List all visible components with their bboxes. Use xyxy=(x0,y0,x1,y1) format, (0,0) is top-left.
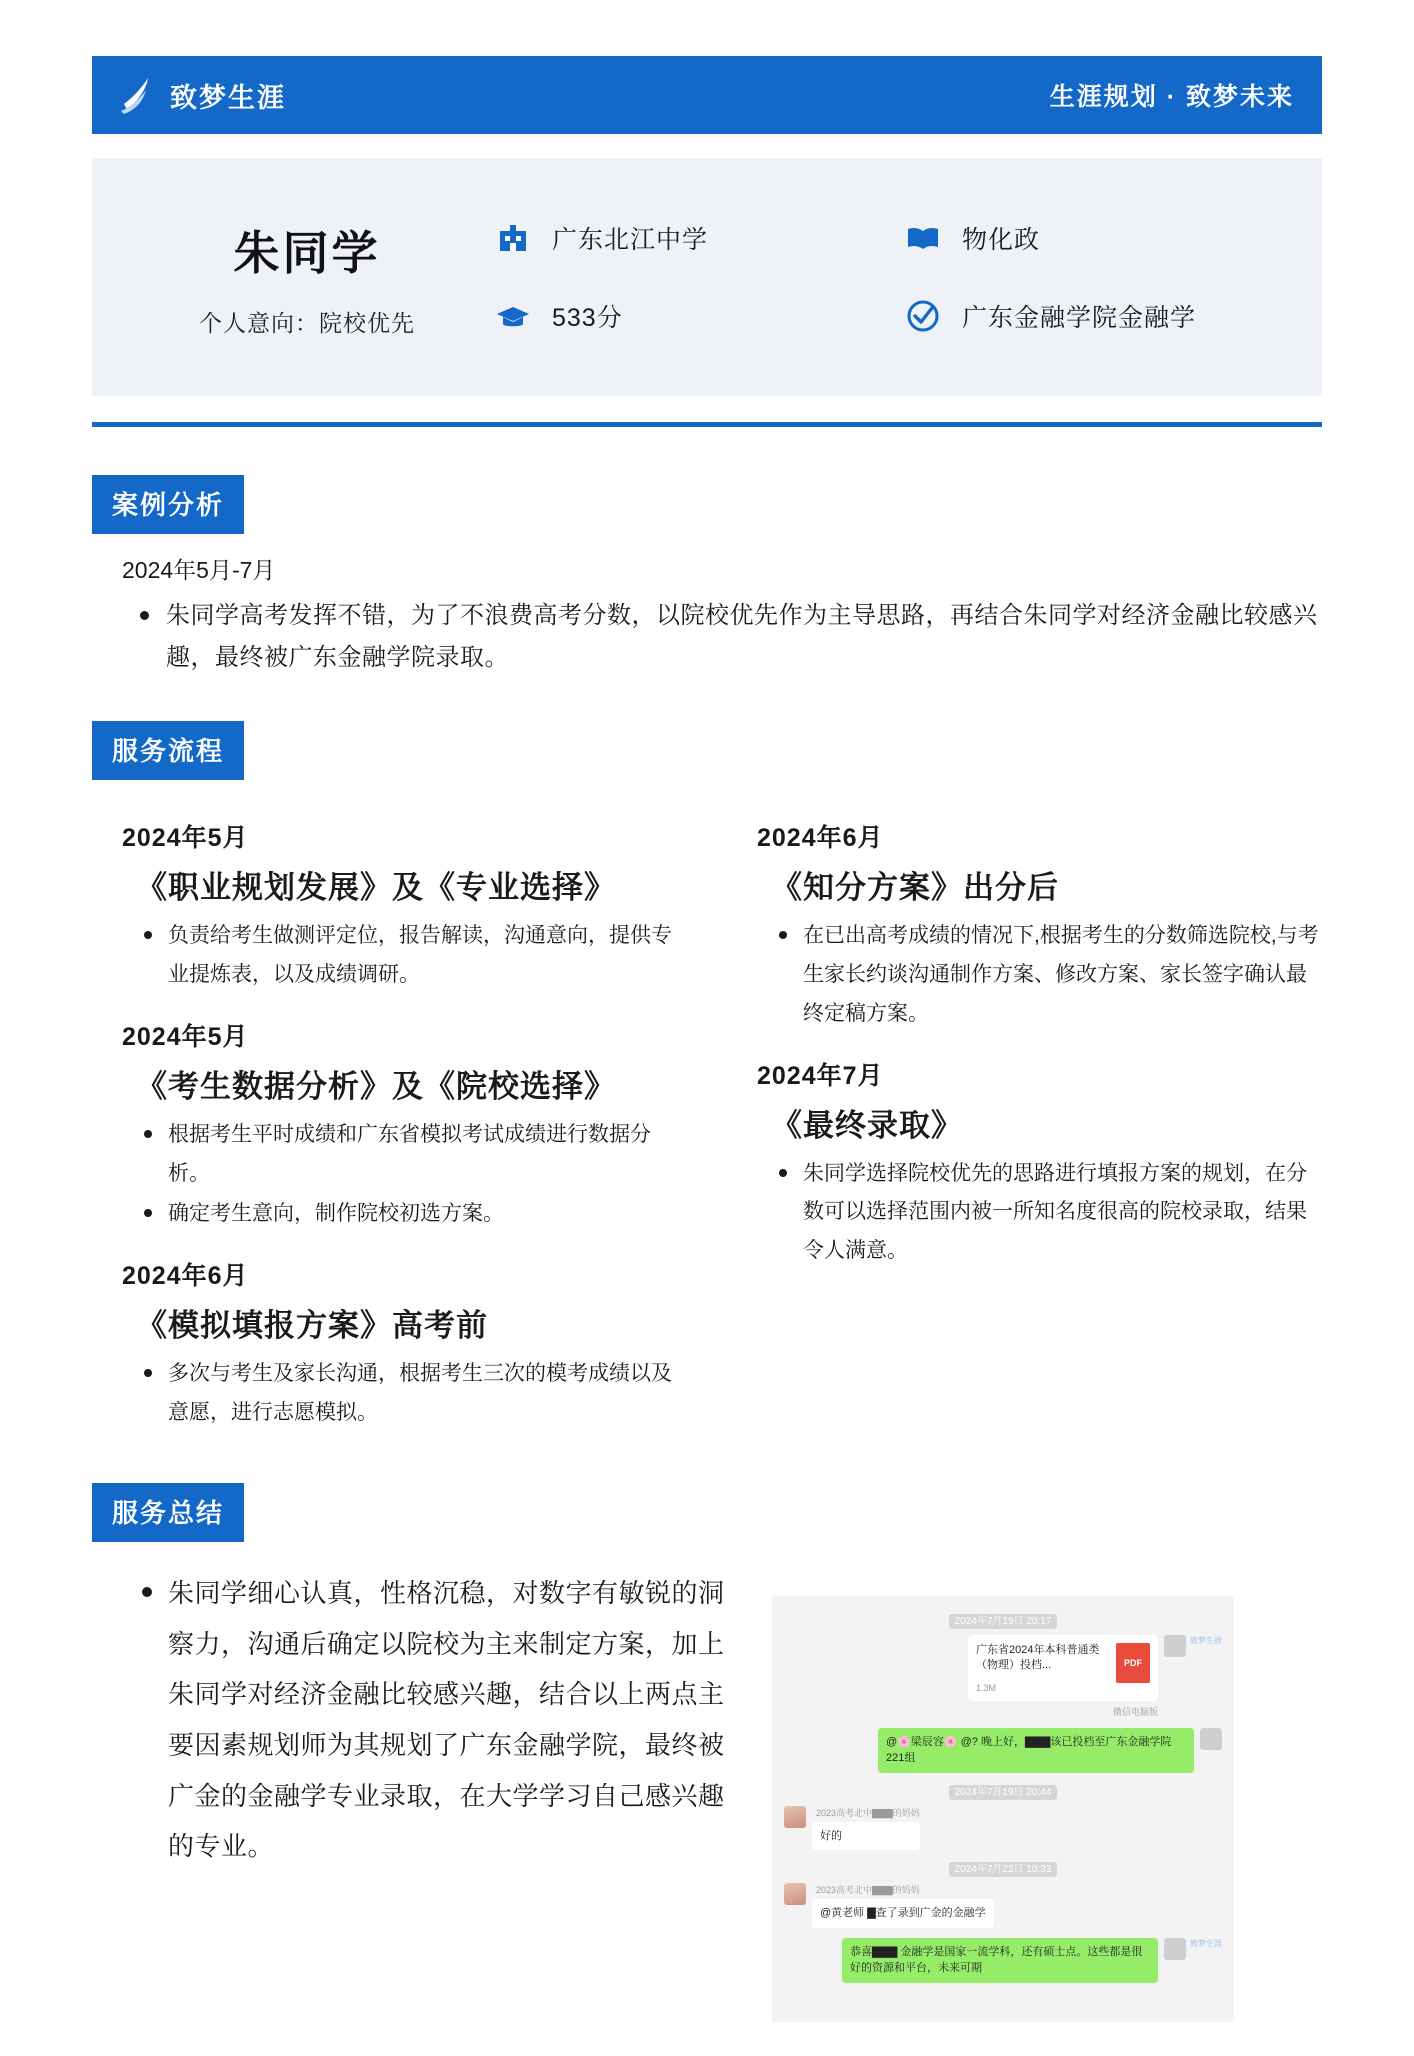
open-book-icon xyxy=(902,217,944,259)
chat-bubble[interactable]: @🌸梁辰容🌸 @? 晚上好，▇▇▇该已投档至广东金融学院221组 xyxy=(878,1728,1194,1773)
case-bullet-list xyxy=(92,595,1322,679)
graduation-cap-icon xyxy=(492,295,534,337)
chat-timestamp-label: 2024年7月22日 10:33 xyxy=(949,1862,1058,1877)
profile-column-1 xyxy=(492,217,882,337)
list-item: 确定考生意向，制作院校初选方案。 xyxy=(168,1195,687,1234)
avatar xyxy=(1164,1635,1186,1657)
chat-timestamp xyxy=(784,1783,1222,1798)
profile-result-row xyxy=(902,295,1292,337)
divider xyxy=(92,422,1322,427)
chat-sender: 2023高考北中▇▇▇的妈妈 xyxy=(816,1807,920,1818)
student-intent: 个人意向：院校优先 xyxy=(199,309,415,336)
flow-title: 《模拟填报方案》高考前 xyxy=(136,1308,488,1344)
chat-message xyxy=(784,1806,1222,1851)
file-name: 广东省2024年本科普通类（物理）投档... xyxy=(976,1644,1100,1671)
list-item: 朱同学选择院校优先的思路进行填报方案的规划，在分数可以选择范围内被一所知名度很高的院校录取，结果令人满意。 xyxy=(803,1155,1322,1272)
flow-month: 2024年5月 xyxy=(122,824,249,852)
section-service-flow xyxy=(92,721,1322,1435)
chat-sender: 2023高考北中▇▇▇的妈妈 xyxy=(816,1885,920,1896)
page-root xyxy=(0,56,1414,2056)
case-date: 2024年5月-7月 xyxy=(122,557,276,583)
flow-columns xyxy=(92,796,1322,1435)
case-analysis-tag: 案例分析 xyxy=(92,475,244,534)
header-bar xyxy=(92,56,1322,134)
file-size: 1.3M xyxy=(976,1682,997,1693)
flow-column-right xyxy=(727,796,1322,1435)
chat-message-column xyxy=(968,1635,1158,1718)
brand xyxy=(118,74,286,116)
chat-message-column xyxy=(842,1938,1158,1983)
flow-bullet-list xyxy=(92,1116,687,1235)
chat-bubble[interactable]: 好的 xyxy=(812,1822,920,1851)
flow-month: 2024年6月 xyxy=(757,824,884,852)
chat-bubble[interactable]: @黄老师 ▇查了录到广金的金融学 xyxy=(812,1899,994,1928)
chat-message-column xyxy=(812,1883,994,1928)
profile-subjects-row xyxy=(902,217,1292,259)
avatar xyxy=(784,1883,806,1905)
file-source: 微信电脑版 xyxy=(1112,1706,1158,1717)
flow-month: 2024年5月 xyxy=(122,1022,249,1051)
chat-screenshot xyxy=(772,1596,1234,2022)
chat-message-column xyxy=(878,1728,1194,1773)
school-name: 广东北江中学 xyxy=(552,226,709,254)
list-item: 朱同学细心认真，性格沉稳，对数字有敏锐的洞察力，沟通后确定以院校为主来制定方案，加上朱同学对经济金融比较感兴趣，结合以上两点主要因素规划师为其规划了广东金融学院，最终被广金的金融学专业录取，在大学学习自己感兴趣的专业。 xyxy=(168,1568,732,1872)
profile-school-row xyxy=(492,217,882,259)
watermark: 致梦生涯 xyxy=(1190,1636,1222,1645)
chat-message-file xyxy=(784,1635,1222,1718)
section-case-analysis xyxy=(92,475,1322,679)
brand-name: 致梦生涯 xyxy=(170,82,286,113)
avatar xyxy=(1164,1938,1186,1960)
flow-title: 《职业规划发展》及《专业选择》 xyxy=(136,870,616,905)
flow-bullet-list xyxy=(727,1155,1322,1272)
flow-bullet-list xyxy=(727,917,1322,1034)
flow-month: 2024年6月 xyxy=(122,1262,249,1291)
service-summary-tag: 服务总结 xyxy=(92,1483,244,1542)
profile-left xyxy=(122,217,492,338)
chat-message-column xyxy=(812,1806,920,1851)
chat-timestamp-label: 2024年7月19日 20:44 xyxy=(949,1785,1058,1800)
chat-message xyxy=(784,1728,1222,1773)
flow-title: 《考生数据分析》及《院校选择》 xyxy=(136,1068,616,1104)
list-item: 在已出高考成绩的情况下,根据考生的分数筛选院校,与考生家长约谈沟通制作方案、修改方案、家长签字确认最终定稿方案。 xyxy=(803,917,1322,1034)
avatar xyxy=(1200,1728,1222,1750)
list-item: 朱同学高考发挥不错，为了不浪费高考分数，以院校优先作为主导思路，再结合朱同学对经济金融比较感兴趣，最终被广东金融学院录取。 xyxy=(166,595,1322,679)
profile-columns xyxy=(492,217,1292,337)
list-item: 负责给考生做测评定位，报告解读，沟通意向，提供专业提炼表，以及成绩调研。 xyxy=(168,917,687,995)
chat-message xyxy=(784,1883,1222,1928)
profile-panel xyxy=(92,158,1322,396)
flow-column-left xyxy=(92,796,687,1435)
service-flow-tag: 服务流程 xyxy=(92,721,244,780)
chat-bubble[interactable]: 恭喜▇▇▇ 金融学是国家一流学科，还有硕士点。这些都是很好的资源和平台，未来可期 xyxy=(842,1938,1158,1983)
logo-icon xyxy=(118,74,158,116)
result-value: 广东金融学院金融学 xyxy=(962,304,1197,332)
chat-timestamp xyxy=(784,1612,1222,1627)
flow-month: 2024年7月 xyxy=(757,1061,884,1090)
chat-timestamp xyxy=(784,1860,1222,1875)
file-card[interactable] xyxy=(968,1635,1158,1701)
flow-title: 《最终录取》 xyxy=(771,1107,963,1143)
flow-bullet-list xyxy=(92,917,687,995)
check-circle-icon xyxy=(902,295,944,337)
profile-score-row xyxy=(492,295,882,337)
score-value: 533分 xyxy=(552,304,623,332)
list-item: 多次与考生及家长沟通，根据考生三次的模考成绩以及意愿，进行志愿模拟。 xyxy=(168,1355,687,1433)
chat-message xyxy=(784,1938,1222,1983)
subjects-value: 物化政 xyxy=(962,226,1041,254)
avatar xyxy=(784,1806,806,1828)
flow-bullet-list xyxy=(92,1355,687,1433)
header-slogan: 生涯规划 · 致梦未来 xyxy=(1049,83,1294,111)
student-name: 朱同学 xyxy=(233,226,381,279)
watermark: 致梦生涯 xyxy=(1190,1938,1222,1948)
profile-column-2 xyxy=(882,217,1292,337)
summary-text xyxy=(92,1550,732,1872)
summary-bullet-list xyxy=(92,1568,732,1872)
pdf-icon: PDF xyxy=(1116,1643,1150,1683)
chat-timestamp-label: 2024年7月19日 20:17 xyxy=(949,1614,1058,1629)
flow-title: 《知分方案》出分后 xyxy=(771,870,1059,905)
list-item: 根据考生平时成绩和广东省模拟考试成绩进行数据分析。 xyxy=(168,1116,687,1194)
school-building-icon xyxy=(492,217,534,259)
